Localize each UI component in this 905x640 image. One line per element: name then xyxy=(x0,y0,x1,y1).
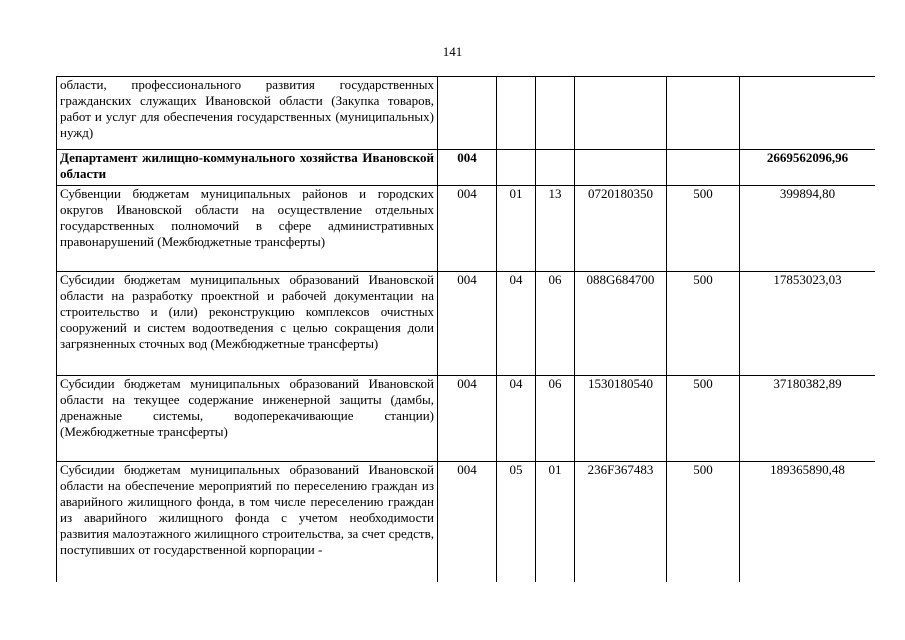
row-expense-type: 500 xyxy=(667,376,740,462)
row-subsection-code xyxy=(536,150,575,186)
row-expense-type: 500 xyxy=(667,462,740,583)
row-section-code: 05 xyxy=(497,462,536,583)
row-subsection-code xyxy=(536,77,575,150)
table-row xyxy=(57,186,876,272)
row-section-code xyxy=(497,150,536,186)
row-ministry-code: 004 xyxy=(438,272,497,376)
row-ministry-code xyxy=(438,77,497,150)
row-amount: 189365890,48 xyxy=(740,462,876,583)
table-row-department xyxy=(57,150,876,186)
budget-table-container xyxy=(56,76,875,582)
row-subsection-code: 06 xyxy=(536,376,575,462)
row-ministry-code: 004 xyxy=(438,462,497,583)
row-target-item xyxy=(575,150,667,186)
row-expense-type xyxy=(667,77,740,150)
page-number: 141 xyxy=(442,44,463,59)
table-row xyxy=(57,272,876,376)
row-description: области, профессионального развития государственных гражданских служащих Ивановской области (Закупка товаров, работ и услуг для обеспечения государственных (муниципальных) нужд) xyxy=(57,77,438,150)
row-section-code: 04 xyxy=(497,272,536,376)
table-row xyxy=(57,77,876,150)
row-amount: 17853023,03 xyxy=(740,272,876,376)
row-expense-type xyxy=(667,150,740,186)
row-ministry-code: 004 xyxy=(438,150,497,186)
row-description: Субвенции бюджетам муниципальных районов и городских округов Ивановской области на осуществление отдельных государственных полномочий в сфере административных правонарушений (Межбюджетные трансферты) xyxy=(57,186,438,272)
row-description: Субсидии бюджетам муниципальных образований Ивановской области на текущее содержание инженерной защиты (дамбы, дренажные системы, водоперекачивающие станции) (Межбюджетные трансферты) xyxy=(57,376,438,462)
row-expense-type: 500 xyxy=(667,186,740,272)
row-subsection-code: 13 xyxy=(536,186,575,272)
row-target-item: 0720180350 xyxy=(575,186,667,272)
row-target-item xyxy=(575,77,667,150)
row-amount: 37180382,89 xyxy=(740,376,876,462)
row-expense-type: 500 xyxy=(667,272,740,376)
row-ministry-code: 004 xyxy=(438,186,497,272)
row-description: Департамент жилищно-коммунального хозяйства Ивановской области xyxy=(57,150,438,186)
row-section-code xyxy=(497,77,536,150)
row-target-item: 088G684700 xyxy=(575,272,667,376)
row-section-code: 01 xyxy=(497,186,536,272)
row-description: Субсидии бюджетам муниципальных образований Ивановской области на обеспечение мероприятий по переселению граждан из аварийного жилищного фонда, в том числе переселению граждан из аварийного жилищного фонда с учетом необходимости развития малоэтажного жилищного строительства, за счет средств, поступивших от государственной корпорации - xyxy=(57,462,438,583)
row-target-item: 236F367483 xyxy=(575,462,667,583)
table-row xyxy=(57,376,876,462)
row-amount: 399894,80 xyxy=(740,186,876,272)
budget-table xyxy=(56,76,875,582)
row-section-code: 04 xyxy=(497,376,536,462)
row-subsection-code: 01 xyxy=(536,462,575,583)
row-ministry-code: 004 xyxy=(438,376,497,462)
row-description: Субсидии бюджетам муниципальных образований Ивановской области на разработку проектной и рабочей документации на строительство и (или) реконструкцию комплексов очистных сооружений и систем водоотведения с целью сокращения доли загрязненных сточных вод (Межбюджетные трансферты) xyxy=(57,272,438,376)
row-amount xyxy=(740,77,876,150)
table-row xyxy=(57,462,876,583)
row-amount: 2669562096,96 xyxy=(740,150,876,186)
row-subsection-code: 06 xyxy=(536,272,575,376)
row-target-item: 1530180540 xyxy=(575,376,667,462)
